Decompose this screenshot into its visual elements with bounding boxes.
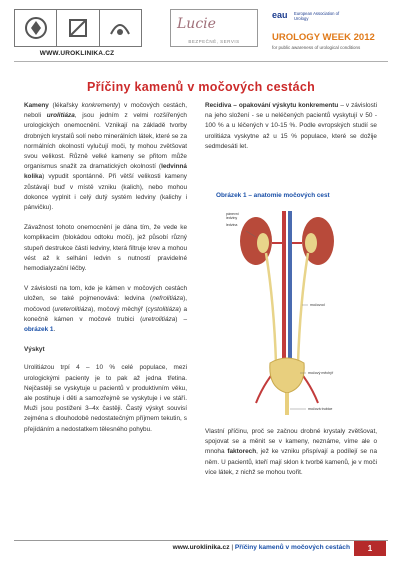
term-kameny: Kameny [24, 102, 49, 109]
left-ureter-shape [266, 253, 276, 363]
text-span: . [53, 326, 56, 334]
signature-text: Lucie [177, 16, 216, 32]
section-heading: Výskyt [24, 346, 45, 354]
text-span: V závislosti na tom, kde je kámen v močových cestách uložen, se také pojmenovává: ledvina ( [24, 285, 187, 303]
signature-subtitle: BEZPEČNĚ, SERVIS [188, 39, 240, 44]
right-ureter-shape [298, 253, 308, 363]
event-title: UROLOGY WEEK 2012 [272, 32, 375, 43]
page-footer [118, 544, 350, 551]
bladder-shape [270, 358, 304, 393]
label-bladder: močový měchýř [308, 371, 334, 375]
text-span: , jež ke vzniku přispívají a podílejí se na něm. U pacientů, kteří mají sklon k tvorbě kamenů, je v moči více látek, z nichž se mohou tvořit. [205, 448, 377, 476]
term-ureterolitiaza: ureterolitiáza [54, 305, 92, 313]
heading-vyskyt [24, 345, 187, 355]
page-header [14, 6, 388, 58]
page-number: 1 [354, 541, 386, 556]
term-urolitiaza: urolitiáza [46, 112, 75, 120]
logo-symbol-icon [21, 14, 51, 42]
logo-mark-3 [100, 10, 141, 46]
figure-caption: Obrázek 1 – anatomie močových cest [216, 192, 330, 199]
logo-mark-1 [15, 10, 57, 46]
left-column [24, 101, 187, 445]
term-recidiva: Recidiva – opakování výskytu konkrementu [205, 102, 339, 109]
text-span: ), močovod ( [24, 295, 187, 313]
logo-symbol-icon [63, 14, 93, 42]
label-kidney: ledvina [226, 223, 238, 227]
paragraph-occurrence: Urolitiázou trpí 4 – 10 % celé populace, mezi urologickými pacienty je to pak až jedna třetina. Nejčastěji se vyskytuje u pacientů v produktivním věku, ale postihuje i děti a samozřejmě se vyskytuje i ve stáří. Muži jsou postiženi 3–4x častěji. Častý výskyt souvisí zejména s dlouhodobě nedostatečným příjmem tekutin, s přejídáním a nedostatkem tělesného pohybu. [24, 364, 187, 433]
label-ureter: močovod [310, 303, 325, 307]
text-span: – v závislosti na jeho složení - se u neléčených pacientů vyskytují v 50 - 100 % a u léčených v 10-15 %. Podle evropských studií se urolitiáza vyskytne až u 15 % populace, které se dožije sedmdesáti let. [205, 102, 377, 150]
term-ledvinna-kolika: ledvinná kolika [24, 163, 187, 181]
text-span: (lékařsky [48, 102, 82, 109]
eau-name: European Association of Urology [294, 11, 340, 21]
text-span: Vlastní příčinu, proč se začnou drobné krystaly zvětšovat, spojovat se a měnit se v kameny, neznáme, víme ale o mnoha [205, 428, 377, 456]
signature-logo [170, 9, 258, 47]
term-uretrolitiaza: uretrolitiáza [142, 315, 176, 323]
left-renal-pelvis-shape [257, 233, 269, 253]
paragraph-intro [24, 101, 187, 213]
footer-url[interactable]: www.uroklinika.cz [172, 544, 230, 551]
aorta-shape [282, 211, 286, 361]
figure-link[interactable]: obrázek 1 [24, 326, 54, 334]
term-nefrolitiaza: nefrolitiáza [152, 295, 184, 303]
text-span: ), močový měchýř ( [91, 305, 148, 313]
text-span: , jsou jedním z velmi rozšířených urologických onemocnění. Vznikají na základě tvorby drobných krystalů solí nebo minerálních látek, které se za normálních okolností vylučují moči, ty mohou zvětšovat svou velikost. Různě velké kameny se přitom může organismus snažit za dramatických okolností ( [24, 112, 187, 171]
urinary-tract-figure [226, 203, 348, 421]
logo-symbol-icon [105, 14, 135, 42]
site-url[interactable]: WWW.UROKLINIKA.CZ [39, 50, 115, 57]
urethra-shape [285, 393, 289, 415]
right-column-lower [205, 427, 377, 488]
logo-mark-2 [57, 10, 99, 46]
text-span: ) a konečně kámen v močové trubici ( [24, 305, 188, 323]
text-span: ) v močových cestách, neboli [24, 102, 187, 120]
vena-cava-shape [288, 211, 292, 361]
event-subtitle: for public awareness of urological conditions [272, 45, 361, 50]
paragraph-locations [24, 284, 187, 335]
term-konkrementy: konkrementy [81, 102, 119, 109]
label-pelvis: pánevní ledviny [226, 212, 239, 220]
term-cystolitiaza: cystolitiáza [147, 305, 179, 313]
right-renal-pelvis-shape [305, 233, 317, 253]
footer-separator: | [229, 544, 235, 551]
label-urethra: močová trubice [308, 407, 333, 411]
eau-logo: eau [272, 10, 288, 20]
page-title: Příčiny kamenů v močových cestách [86, 80, 316, 94]
right-column [205, 101, 377, 162]
footer-divider [14, 540, 388, 541]
urinary-anatomy-illustration [226, 203, 348, 421]
text-span: ) – [175, 315, 187, 323]
paragraph-severity: Závažnost tohoto onemocnění je dána tím, že vede ke komplikacím (blokádou odtoku moči), jež působí různý stupeň destrukce části ledviny, která filtruje krev a mohou vést až k selhání ledvin s nutností pravidelné hemodialyzační léčby. [24, 224, 187, 273]
uroklinika-logo [14, 9, 142, 47]
header-divider [14, 61, 388, 62]
paragraph-recurrence [205, 101, 377, 152]
text-span: ) vypudit spontánně. Při větší velikosti kameny zůstávají buď v místě vzniku (kalich), nebo mohou dokonce vyplnit i celý dutý systém ledviny (kalichy i pánvičku). [24, 173, 187, 212]
term-faktorech: faktorech [227, 448, 257, 456]
urology-week-logo [272, 10, 388, 56]
paragraph-causes [205, 427, 377, 478]
footer-title: Příčiny kamenů v močových cestách [234, 544, 350, 551]
